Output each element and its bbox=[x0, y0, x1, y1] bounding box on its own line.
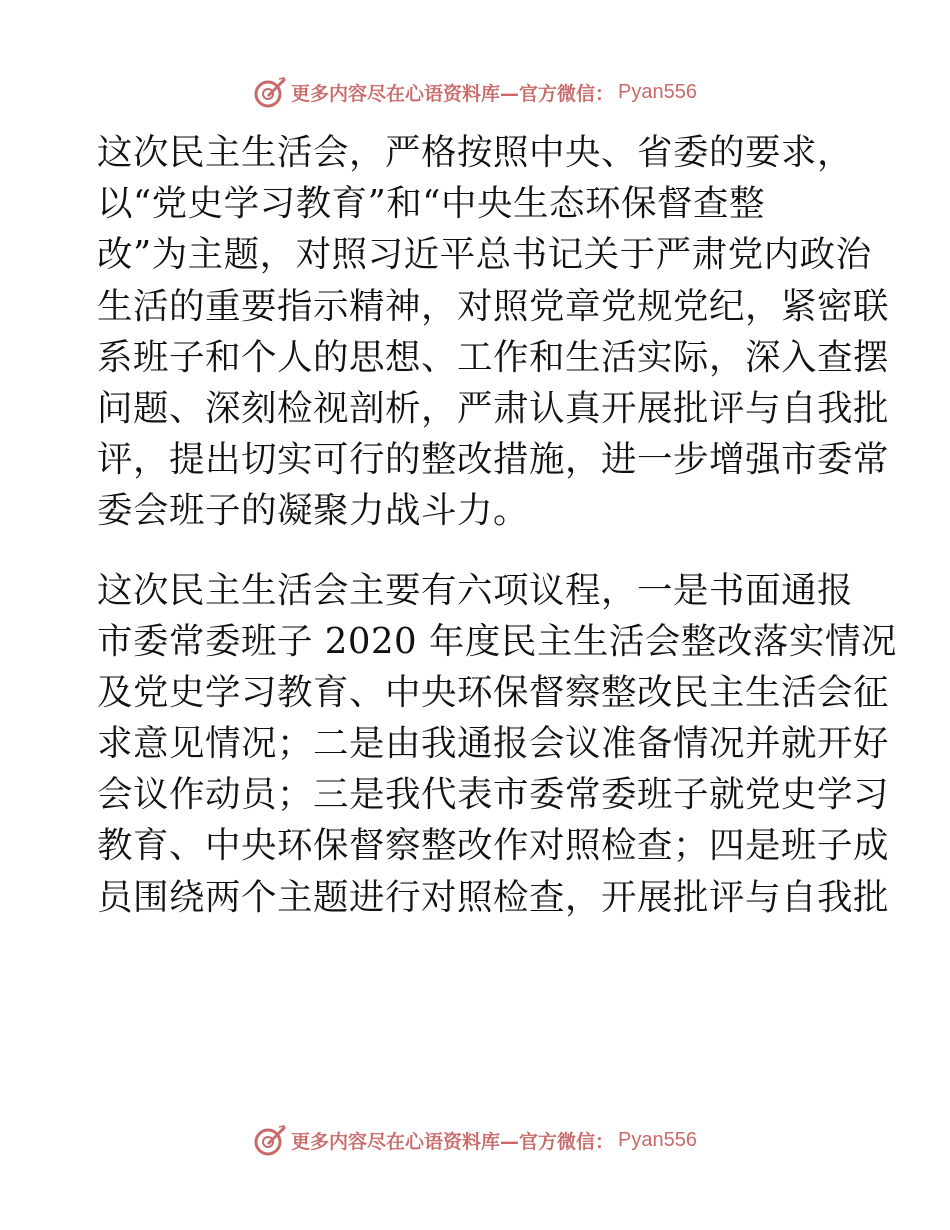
watermark-text: 更多内容尽在心语资料库—官方微信： bbox=[291, 82, 615, 105]
watermark-text: 更多内容尽在心语资料库—官方微信： bbox=[291, 1130, 615, 1153]
watermark-footer bbox=[0, 1120, 950, 1160]
paragraph-2 bbox=[97, 565, 897, 923]
paragraph-1 bbox=[97, 127, 890, 537]
document-body bbox=[97, 127, 897, 923]
text-line: 以“党史学习教育”和“中央生态环保督查整 bbox=[97, 183, 765, 225]
text-line: 这次民主生活会，严格按照中央、省委的要求， bbox=[97, 132, 854, 173]
text-line: 教育、中央环保督察整改作对照检查；四是班子成 bbox=[97, 825, 890, 867]
text-line: 市委常委班子 2020 年度民主生活会整改落实情况 bbox=[97, 620, 897, 662]
text-line: 求意见情况；二是由我通报会议准备情况并就开好 bbox=[97, 723, 890, 765]
text-line: 会议作动员；三是我代表市委常委班子就党史学习 bbox=[97, 774, 890, 816]
text-line: 问题、深刻检视剖析，严肃认真开展批评与自我批 bbox=[97, 387, 890, 429]
watermark-wechat-id: Pyan556 bbox=[618, 1128, 697, 1151]
text-line: 员围绕两个主题进行对照检查，开展批评与自我批 bbox=[97, 876, 890, 918]
quill-logo-icon bbox=[253, 75, 287, 109]
text-line: 系班子和个人的思想、工作和生活实际，深入查摆 bbox=[97, 336, 890, 378]
text-line: 委会班子的凝聚力战斗力。 bbox=[97, 490, 530, 532]
paragraph-spacer bbox=[97, 537, 857, 565]
watermark-wechat-id: Pyan556 bbox=[618, 80, 697, 103]
text-line: 评，提出切实可行的整改措施，进一步增强市委常 bbox=[97, 439, 890, 481]
text-line: 这次民主生活会主要有六项议程，一是书面通报 bbox=[97, 569, 854, 611]
text-line: 生活的重要指示精神，对照党章党规党纪，紧密联 bbox=[97, 285, 890, 327]
text-line: 及党史学习教育、中央环保督察整改民主生活会征 bbox=[97, 671, 890, 713]
text-line: 改”为主题，对照习近平总书记关于严肃党内政治 bbox=[97, 234, 872, 276]
quill-logo-icon bbox=[253, 1123, 287, 1157]
watermark-header bbox=[0, 72, 950, 112]
